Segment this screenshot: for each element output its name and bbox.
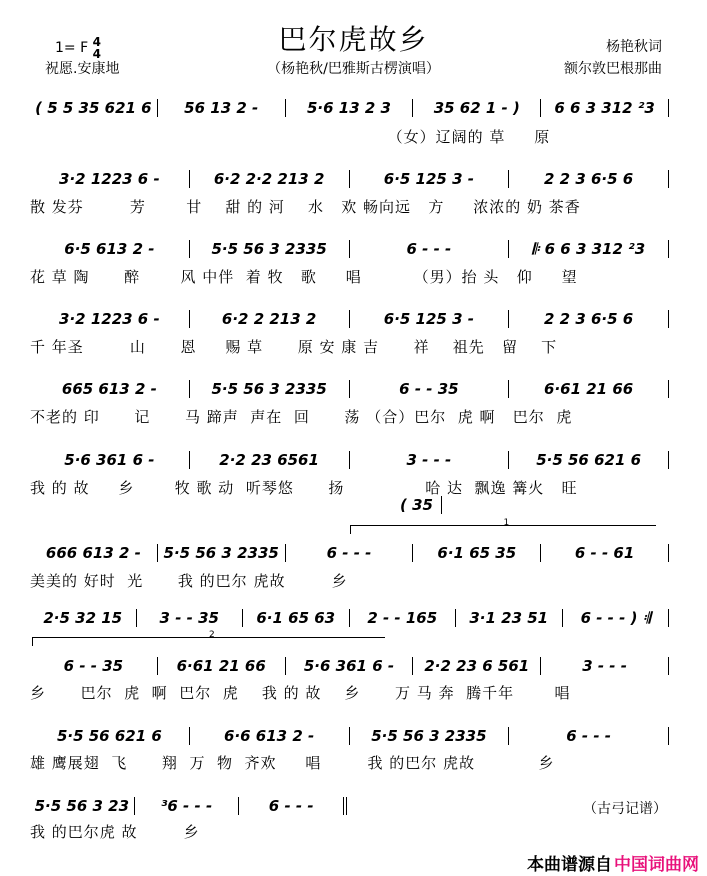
notation-row [30, 607, 669, 629]
measure: ³6 - - - [135, 797, 240, 815]
lyrics-line: 乡 巴尔 虎 啊 巴尔 虎 我 的 故 乡 万 马 奔 腾千年 唱 [30, 684, 571, 702]
notation-row [30, 655, 669, 677]
measure: 6 - - 61 [541, 544, 669, 562]
measure: 6 - - - [286, 544, 414, 562]
measure: 3·2 1223 6 - [30, 170, 190, 188]
notation-row [30, 378, 669, 400]
measure: ( 5 5 35 621 6 [30, 99, 158, 117]
measure: 6·5 125 3 - [350, 170, 510, 188]
measure: 6 - - 35 [30, 657, 158, 675]
lyrics-line: 我 的 故 乡 牧 歌 动 听琴悠 扬 哈 达 飘逸 篝火 旺 [30, 479, 578, 497]
dedication: 祝愿.安康地 [45, 61, 120, 77]
measure: 6 - - - ) 𝄇 [563, 609, 670, 627]
measure: 3 - - - [350, 451, 510, 469]
notation-row [30, 725, 669, 747]
measure: 5·5 56 621 6 [30, 727, 190, 745]
lyrics-line: 花 草 陶 醉 风 中伴 着 牧 歌 唱 （男）抬 头 仰 望 [30, 268, 578, 286]
measure: 6·2 2 213 2 [190, 310, 350, 328]
measure: 666 613 2 - [30, 544, 158, 562]
measure: 5·6 361 6 - [30, 451, 190, 469]
lyrics-line: （女）辽阔的 草 原 [30, 128, 551, 146]
site-name-link[interactable]: 中国词曲网 [614, 855, 699, 875]
measure: 6 - - - [350, 240, 510, 258]
measure: 3·2 1223 6 - [30, 310, 190, 328]
measure: 6·61 21 66 [509, 380, 669, 398]
composer: 额尔敦巴根那曲 [564, 61, 662, 77]
measure: 5·5 56 3 23 [30, 797, 135, 815]
measure: 5·6 13 2 3 [286, 99, 414, 117]
measure: 2·5 32 15 [30, 609, 137, 627]
measure: 5·5 56 3 2335 [190, 380, 350, 398]
performers: （杨艳秋/巴雅斯古楞演唱） [267, 61, 440, 77]
notation-row [30, 795, 347, 817]
measure: 6 - - - [239, 797, 347, 815]
measure: 35 62 1 - ) [413, 99, 541, 117]
measure: 5·6 361 6 - [286, 657, 414, 675]
notation-row [30, 542, 669, 564]
measure: 5·5 56 621 6 [509, 451, 669, 469]
measure: 5·5 56 3 2335 [190, 240, 350, 258]
second-ending-label: 2 [209, 630, 215, 640]
lyrics-line: 散 发芬 芳 甘 甜 的 河 水 欢 畅向远 方 浓浓的 奶 茶香 [30, 198, 581, 216]
measure: 56 13 2 - [158, 99, 286, 117]
measure: 2 - - 165 [350, 609, 457, 627]
first-ending-bracket [350, 518, 656, 534]
measure: 6·61 21 66 [158, 657, 286, 675]
source-label: 本曲谱源自 [527, 855, 612, 875]
measure: 3·1 23 51 [456, 609, 563, 627]
notation-credit: （古弓记谱） [583, 801, 667, 817]
measure: 6·1 65 35 [413, 544, 541, 562]
lyrics-line: 雄 鹰展翅 飞 翔 万 物 齐欢 唱 我 的巴尔 虎故 乡 [30, 754, 555, 772]
time-top: 4 [92, 35, 101, 49]
lyrics-line: 美美的 好时 光 我 的巴尔 虎故 乡 [30, 572, 348, 590]
measure: 2·2 23 6561 [190, 451, 350, 469]
notation-row [30, 168, 669, 190]
measure: 5·5 56 3 2335 [350, 727, 510, 745]
second-ending-bracket [32, 630, 385, 646]
measure: 6 - - 35 [350, 380, 510, 398]
lyrics-line: 不老的 印 记 马 蹄声 声在 回 荡 （合）巴尔 虎 啊 巴尔 虎 [30, 408, 573, 426]
measure: 5·5 56 3 2335 [158, 544, 286, 562]
time-bottom: 4 [92, 47, 101, 61]
notation-row [30, 238, 669, 260]
song-title: 巴尔虎故乡 [278, 23, 429, 56]
measure: 6 6 3 312 ²3 [541, 99, 669, 117]
lyrics-line: 千 年圣 山 恩 赐 草 原 安 康 吉 祥 祖先 留 下 [30, 338, 558, 356]
measure: 2 2 3 6·5 6 [509, 310, 669, 328]
lyricist: 杨艳秋词 [606, 39, 662, 55]
measure: 665 613 2 - [30, 380, 190, 398]
notation-row [30, 449, 669, 471]
measure: 6·5 613 2 - [30, 240, 190, 258]
lyrics-line: 我 的巴尔虎 故 乡 [30, 823, 200, 841]
measure: 3 - - 35 [137, 609, 244, 627]
measure: 6·6 613 2 - [190, 727, 350, 745]
measure: 2 2 3 6·5 6 [509, 170, 669, 188]
measure: 6·5 125 3 - [350, 310, 510, 328]
measure: 𝄆 6 6 3 312 ²3 [509, 240, 669, 258]
measure: 6·2 2·2 213 2 [190, 170, 350, 188]
first-ending-label: 1 [503, 518, 510, 528]
measure: 3 - - - [541, 657, 669, 675]
measure: 6 - - - [509, 727, 669, 745]
notation-row [30, 97, 669, 119]
measure: 6·1 65 63 [243, 609, 350, 627]
measure: 2·2 23 6 561 [413, 657, 541, 675]
volta-pickup: ( 35 [400, 496, 442, 514]
notation-row [30, 308, 669, 330]
key-label: 1= F [55, 40, 89, 56]
